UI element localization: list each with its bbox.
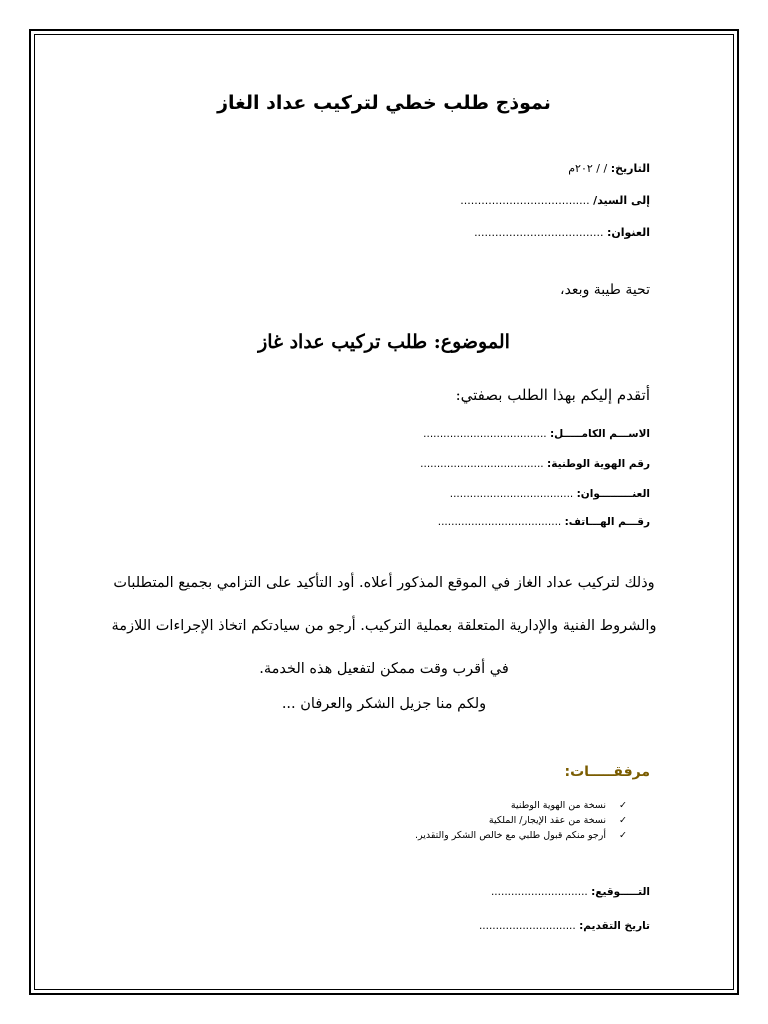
check-icon: ✓: [619, 815, 627, 826]
document-title: نموذج طلب خطي لتركيب عداد الغاز: [217, 92, 551, 114]
address-label: العنوان:: [606, 226, 650, 239]
attachment-text: أرجو منكم قبول طلبي مع خالص الشكر والتقدير.: [414, 830, 606, 841]
greeting: تحية طيبة وبعد،: [560, 282, 650, 298]
recipient-value: .....................................: [460, 194, 590, 207]
check-icon: ✓: [619, 800, 627, 811]
signature-label: التـــــوقيع:: [591, 886, 650, 898]
date-value: / / ٢٠٢م: [568, 162, 608, 175]
check-icon: ✓: [619, 830, 627, 841]
field-label: الاســـم الكامـــــل:: [549, 428, 650, 440]
inner-border: [34, 34, 734, 990]
recipient-label: إلى السيد/: [593, 194, 650, 207]
intro-line: أتقدم إليكم بهذا الطلب بصفتي:: [455, 386, 650, 404]
submit-date-value: .............................: [478, 920, 576, 932]
address-value: .....................................: [474, 226, 604, 239]
attachments-title: مرفقـــــات:: [564, 764, 650, 780]
field-address: [450, 488, 650, 500]
field-label: رقـــم الهـــاتف:: [564, 516, 650, 528]
date-label: التاريخ:: [610, 162, 650, 175]
field-value: .....................................: [449, 488, 574, 500]
field-value: .....................................: [420, 458, 544, 470]
attachment-text: نسخة من الهوية الوطنية: [510, 800, 606, 811]
field-national-id: [420, 458, 650, 470]
submit-date-line: [479, 920, 650, 932]
closing-line: ولكم منا جزيل الشكر والعرفان ...: [281, 696, 487, 712]
signature-line: [491, 886, 650, 898]
address-line: [474, 226, 650, 239]
submit-date-label: تاريخ التقديم:: [579, 920, 650, 932]
signature-value: .............................: [490, 886, 588, 898]
field-value: .....................................: [437, 516, 562, 528]
attachment-text: نسخة من عقد الإيجار/ الملكية: [488, 815, 606, 826]
field-value: .....................................: [423, 428, 547, 440]
subject-heading: الموضوع: طلب تركيب عداد غاز: [258, 331, 510, 353]
attachments-list: [415, 798, 630, 843]
field-full-name: [423, 428, 650, 440]
list-item: [415, 813, 630, 828]
date-line: [568, 162, 650, 175]
field-label: العنـــــــــوان:: [576, 488, 650, 500]
field-label: رقم الهوية الوطنية:: [547, 458, 650, 470]
request-body: وذلك لتركيب عداد الغاز في الموقع المذكور أعلاه. أود التأكيد على التزامي بجميع المتطلبات والشروط الفنية والإدارية المتعلقة بعملية التركيب. أرجو من سيادتكم اتخاذ الإجراءات اللازمة في أقرب وقت ممكن لتفعيل هذه الخدمة.: [111, 575, 657, 677]
field-phone: [438, 516, 650, 528]
recipient-line: [460, 194, 650, 207]
list-item: [415, 798, 630, 813]
list-item: [415, 828, 630, 843]
